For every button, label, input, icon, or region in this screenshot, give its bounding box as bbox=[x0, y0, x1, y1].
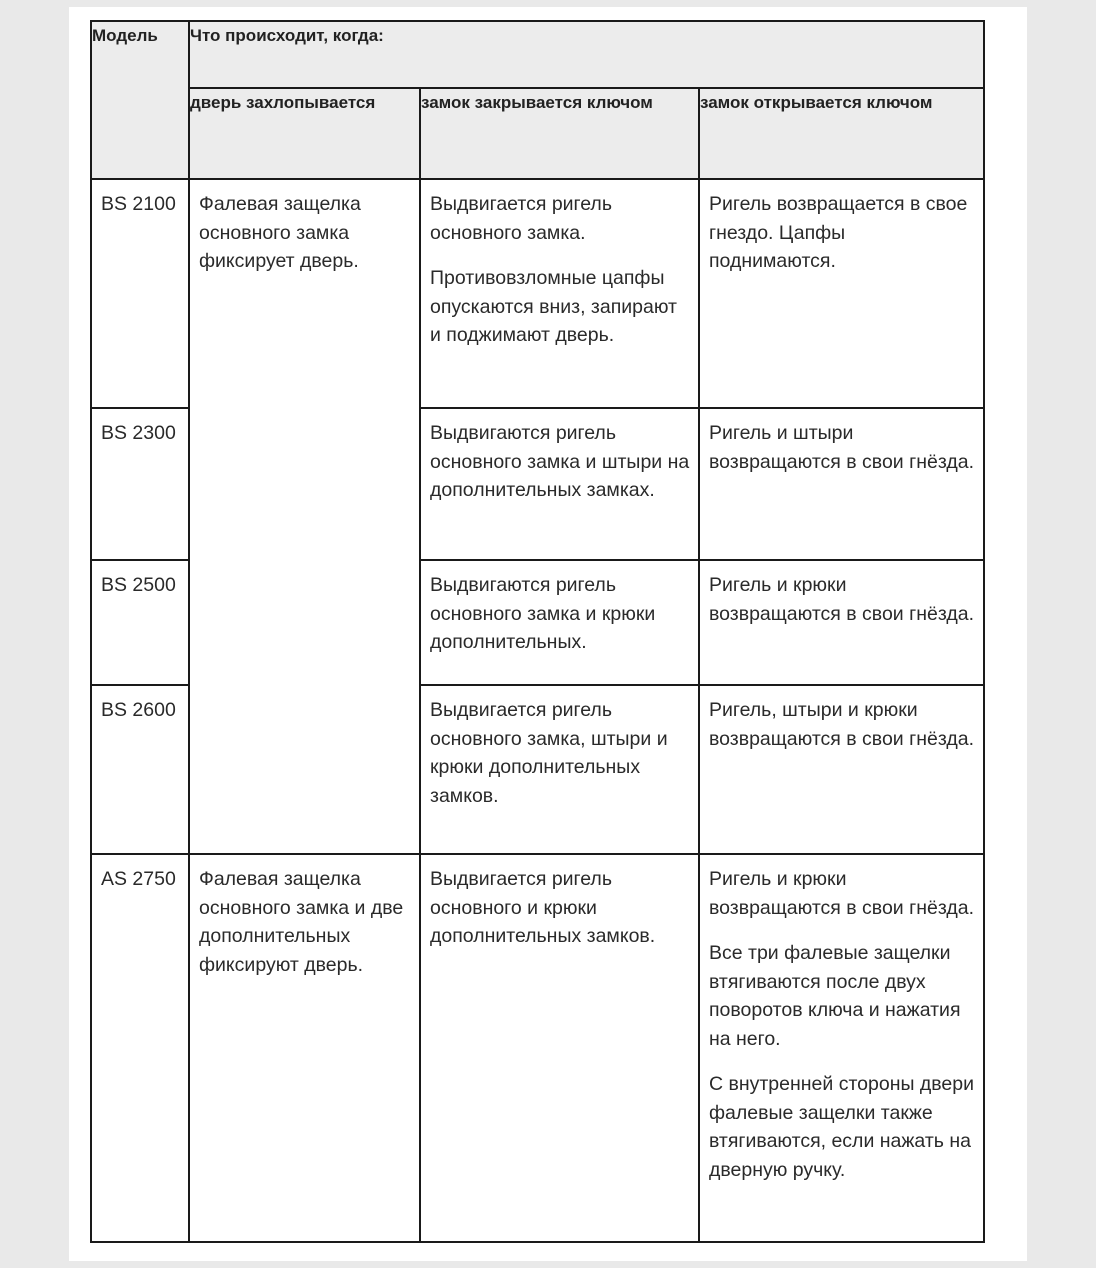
model-cell bbox=[91, 560, 189, 685]
cell-paragraph: Все три фалевые защелки втягиваются после двух поворотов ключа и нажатия на него. bbox=[709, 942, 961, 1050]
header-lock-with-key: замок закрывается ключом bbox=[420, 88, 699, 179]
model-name: BS 2600 bbox=[101, 699, 176, 721]
table-row bbox=[91, 179, 984, 408]
lock-cell bbox=[420, 854, 699, 1242]
cell-paragraph: Ригель, штыри и крюки возвращаются в свои гнёзда. bbox=[709, 699, 974, 750]
lock-cell bbox=[420, 408, 699, 560]
cell-paragraph: С внутренней стороны двери фалевые защелки также втягиваются, если нажать на дверную ручку. bbox=[709, 1073, 974, 1181]
lock-cell bbox=[420, 560, 699, 685]
cell-paragraph: Выдвигаются ригель основного замка и крюки дополнительных. bbox=[430, 574, 656, 653]
cell-paragraph: Противовзломные цапфы опускаются вниз, запирают и поджимают дверь. bbox=[430, 267, 677, 346]
cell-paragraph: Ригель и штыри возвращаются в свои гнёзда. bbox=[709, 422, 974, 473]
cell-paragraph: Выдвигаются ригель основного замка и штыри на дополнительных замках. bbox=[430, 422, 690, 501]
cell-paragraph: Ригель и крюки возвращаются в свои гнёзда. bbox=[709, 868, 974, 919]
unlock-cell bbox=[699, 854, 984, 1242]
cell-paragraph: Выдвигается ригель основного и крюки дополнительных замков. bbox=[430, 868, 656, 947]
model-cell bbox=[91, 408, 189, 560]
cell-paragraph: Выдвигается ригель основного замка. bbox=[430, 193, 612, 244]
model-name: BS 2300 bbox=[101, 422, 176, 444]
cell-paragraph: Ригель возвращается в свое гнездо. Цапфы поднимаются. bbox=[709, 193, 968, 272]
lock-behavior-table bbox=[90, 20, 985, 1243]
unlock-cell bbox=[699, 560, 984, 685]
header-model: Модель bbox=[91, 21, 189, 179]
lock-cell bbox=[420, 179, 699, 408]
model-name: BS 2500 bbox=[101, 574, 176, 596]
header-group: Что происходит, когда: bbox=[189, 21, 984, 88]
slam-cell bbox=[189, 179, 420, 854]
cell-paragraph: Фалевая защелка основного замка и две дополнительных фиксируют дверь. bbox=[199, 868, 404, 976]
model-cell bbox=[91, 179, 189, 408]
cell-paragraph: Фалевая защелка основного замка фиксирует дверь. bbox=[199, 193, 361, 272]
unlock-cell bbox=[699, 408, 984, 560]
header-door-slams: дверь захлопывается bbox=[189, 88, 420, 179]
header-unlock-with-key: замок открывается ключом bbox=[699, 88, 984, 179]
unlock-cell bbox=[699, 179, 984, 408]
table-row bbox=[91, 854, 984, 1242]
model-name: BS 2100 bbox=[101, 193, 176, 215]
cell-paragraph: Выдвигается ригель основного замка, штыри и крюки дополнительных замков. bbox=[430, 699, 668, 807]
lock-cell bbox=[420, 685, 699, 854]
cell-paragraph: Ригель и крюки возвращаются в свои гнёзда. bbox=[709, 574, 974, 625]
model-name: AS 2750 bbox=[101, 868, 176, 890]
model-cell bbox=[91, 685, 189, 854]
document-page bbox=[69, 7, 1027, 1261]
model-cell bbox=[91, 854, 189, 1242]
unlock-cell bbox=[699, 685, 984, 854]
slam-cell bbox=[189, 854, 420, 1242]
